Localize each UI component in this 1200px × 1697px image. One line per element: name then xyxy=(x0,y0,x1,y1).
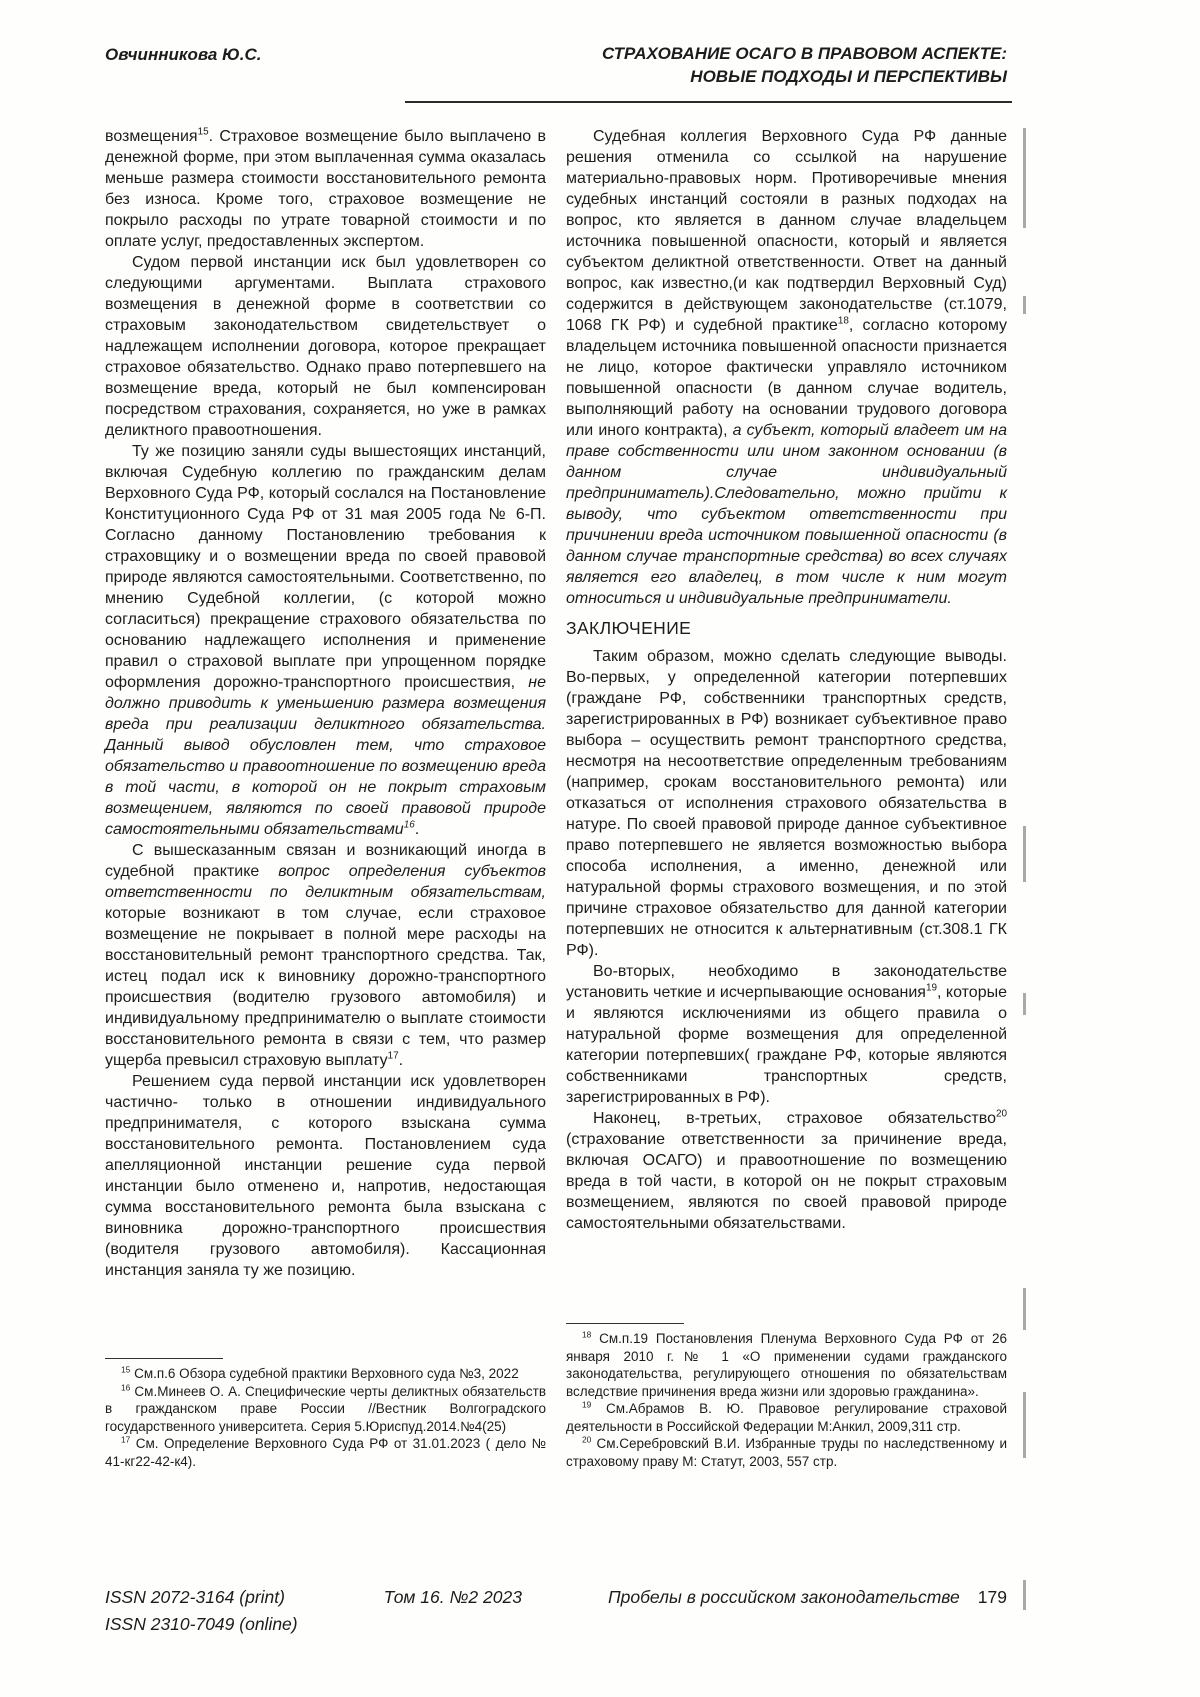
text-segment: . xyxy=(398,1052,404,1069)
page-header xyxy=(105,42,1007,88)
paragraph xyxy=(566,126,1007,609)
right-column xyxy=(566,126,1007,1470)
text-segment: . Страховое возмещение было выплачено в денежной форме, при этом выплаченная сумма оказалась меньше размера стоимости восстановительного ремонта без износа. Кроме того, страховое возмещение не покрыло расходы по утрате товарной стоимости и по оплате услуг, предоставленных экспертом. xyxy=(105,128,546,250)
footnote-ref: 20 xyxy=(582,1434,592,1445)
text-segment: См.п.19 Постановления Пленума Верховного Суда РФ от 26 января 2010 г.№ 1 «О применении судами гражданского законодательства, регулирующего отношения по обязательствам вследствие причинения вреда жизни или здоровью гражданина». xyxy=(566,1331,1007,1399)
text-segment: С вышесказанным связан и возникающий иногда в судебной практике xyxy=(105,842,546,880)
footnote-separator-rule xyxy=(105,1358,223,1359)
right-footnotes-list xyxy=(566,1330,1007,1470)
left-footnotes-list xyxy=(105,1365,546,1470)
margin-mark xyxy=(1023,993,1026,1015)
text-segment: Ту же позицию заняли суды вышестоящих инстанций, включая Судебную коллегию по гражданским делам Верховного Суда РФ, который сослался на Постановление Конституционного Суда РФ от 31 мая 2005 года № 6-П. Согласно данному Постановлению требования к страховщику и о возмещении вреда по своей правовой природе являются самостоятельными. Соответственно, по мнению Судебной коллегии, (с которой можно согласиться) прекращение страхового обязательства по основанию надлежащего исполнения и применение правил о страховой выплате при упрощенном порядке оформления дорожно-транспортного происшествия, xyxy=(105,443,546,691)
paragraph xyxy=(105,840,546,1071)
text-segment: См.п.6 Обзора судебной практики Верховного суда №3, 2022 xyxy=(130,1366,519,1381)
footnote-ref: 18 xyxy=(837,315,849,327)
text-segment: Решением суда первой инстанции иск удовлетворен частично- только в отношении индивидуального предпринимателя, с которого взыскана сумма восстановительного ремонта. Постановлением суда апелляционной инстанции решение суда первой инстанции было отменено и, напротив, недостающая сумма восстановительного ремонта была взыскана с виновника дорожно-транспортного происшествия (водителя грузового автомобиля). Кассационная инстанция заняла ту же позицию. xyxy=(105,1073,546,1279)
article-body xyxy=(105,126,1007,1470)
footnote-ref: 17 xyxy=(121,1434,131,1445)
footnote xyxy=(105,1435,546,1470)
footnote-ref: 19 xyxy=(582,1399,592,1410)
footnote-ref: 16 xyxy=(121,1382,131,1392)
author-name: Овчинникова Ю.С. xyxy=(105,45,262,64)
footnote-separator-rule xyxy=(566,1323,684,1324)
text-segment: Во-вторых, необходимо в законодательстве установить четкие и исчерпывающие основания xyxy=(566,963,1007,1001)
footnote-ref: 15 xyxy=(197,126,209,138)
footnote xyxy=(105,1383,546,1436)
footnote xyxy=(566,1435,1007,1470)
issn-print: ISSN 2072-3164 (print) xyxy=(105,1587,285,1607)
footnote-ref: 17 xyxy=(387,1050,399,1062)
paragraph xyxy=(566,646,1007,961)
text-segment: Наконец, в-третьих, страховое обязательство xyxy=(593,1110,996,1127)
text-segment: См.Серебровский В.И. Избранные труды по наследственному и страховому праву М: Статут, 2003, 557 стр. xyxy=(566,1436,1007,1469)
text-segment: вопрос определения субъектов ответственности по деликтным обязательствам, xyxy=(105,863,546,901)
footnote xyxy=(105,1365,546,1383)
right-column-text xyxy=(566,126,1007,1234)
left-column-text xyxy=(105,126,546,1281)
text-segment: , согласно которому владельцем источника повышенной опасности признается не лицо, которое фактически управляло источником повышенной опасности (в данном случае водитель, выполняющий работу на основании трудового договора или иного контракта), xyxy=(566,317,1007,439)
page-footer xyxy=(105,1584,1007,1638)
footnote xyxy=(566,1330,1007,1400)
footnote-ref: 18 xyxy=(582,1329,592,1340)
header-rule xyxy=(405,101,1012,103)
text-segment: возмещения xyxy=(105,128,198,145)
text-segment: (страхование ответственности за причинение вреда, включая ОСАГО) и правоотношение по возмещению вреда в той части, в которой он не покрыт страховым возмещением, являются по своей правовой природе самостоятельными обязательствами. xyxy=(566,1131,1007,1232)
issn-block xyxy=(105,1584,298,1638)
text-segment: , которые и являются исключениями из общего правила о натуральной форме возмещения для определенной категории потерпевших( граждане РФ, которые являются собственниками транспортных средств, зарегистрированных в РФ). xyxy=(566,984,1007,1106)
text-segment: которые возникают в том случае, если страховое возмещение не покрывает в полной мере расходы на восстановительный ремонт транспортного средства. Так, истец подал иск к виновнику дорожно-транспортного происшествия (водителю грузового автомобиля) и индивидуальному предпринимателю о выплате стоимости восстановительного ремонта в связи с тем, что размер ущерба превысил страховую выплату xyxy=(105,905,546,1069)
volume-issue: Том 16. №2 2023 xyxy=(383,1587,522,1607)
article-title-line1: СТРАХОВАНИЕ ОСАГО В ПРАВОВОМ АСПЕКТЕ: xyxy=(601,44,1007,63)
footnote xyxy=(566,1400,1007,1435)
text-segment: Судебная коллегия Верховного Суда РФ данные решения отменила со ссылкой на нарушение материально-правовых норм. Противоречивые мнения судебных инстанций состояли в разных подходах на вопрос, кто является в данном случае владельцем источника повышенной опасности, который и является субъектом деликтной ответственности. Ответ на данный вопрос, как известно,(и как подтвердил Верховный Суд) содержится в действующем законодательстве (ст.1079, 1068 ГК РФ) и судебной практике xyxy=(566,128,1007,334)
journal-name-block xyxy=(608,1584,1007,1611)
footnote-ref: 16 xyxy=(403,819,415,831)
paragraph xyxy=(566,1108,1007,1234)
left-footnotes xyxy=(105,1358,546,1470)
margin-mark xyxy=(1023,128,1026,228)
section-heading xyxy=(566,618,1007,639)
paragraph xyxy=(105,252,546,441)
footnote-ref: 20 xyxy=(995,1108,1007,1120)
paragraph xyxy=(105,1071,546,1281)
text-segment: а субъект, который владеет им на праве собственности или ином законном основании (в данном случае индивидуальный предприниматель).Следовательно, можно прийти к выводу, что субъектом ответственности при причинении вреда источником повышенной опасности (в данном случае транспортные средства) во всех случаях является его владелец, в том числе к ним могут относиться и индивидуальные предприниматели. xyxy=(566,422,1007,607)
paragraph xyxy=(105,441,546,840)
footnote-ref: 15 xyxy=(121,1364,131,1375)
page-number: 179 xyxy=(977,1587,1007,1607)
article-title xyxy=(602,42,1007,88)
margin-mark xyxy=(1023,1288,1026,1330)
margin-mark xyxy=(1023,1392,1026,1458)
issn-online: ISSN 2310-7049 (online) xyxy=(105,1614,298,1634)
left-column xyxy=(105,126,546,1470)
text-segment: См.Абрамов В. Ю. Правовое регулирование страховой деятельности в Российской Федерации М:Анкил, 2009,311 стр. xyxy=(566,1401,1007,1434)
paragraph xyxy=(105,126,546,252)
journal-name: Пробелы в российском законодательстве xyxy=(607,1587,960,1607)
paragraph xyxy=(566,961,1007,1108)
text-segment: не должно приводить к уменьшению размера возмещения вреда при реализации деликтного обязательства. Данный вывод обусловлен тем, что страховое обязательство и правоотношение по возмещению вреда в той части, в которой он не покрыт страховым возмещением, являются по своей правовой природе самостоятельными обязательствами xyxy=(105,674,546,838)
text-segment: Таким образом, можно сделать следующие выводы. Во-первых, у определенной категории потерпевших (граждане РФ, собственники транспортных средств, зарегистрированных в РФ) возникает субъективное право выбора – осуществить ремонт транспортного средства, несмотря на несоответствие определенным требованиям (например, срокам восстановительного ремонта) или отказаться от исполнения страхового обязательства в натуре. По своей правовой природе данное субъективное право потерпевшего не является возможностью выбора способа исполнения, а именно, денежной или натуральной формы страхового возмещения, и по этой причине страховое обязательство для данной категории потерпевших не относится к альтернативным (ст.308.1 ГК РФ). xyxy=(566,648,1007,959)
article-title-line2: НОВЫЕ ПОДХОДЫ И ПЕРСПЕКТИВЫ xyxy=(690,67,1007,86)
margin-mark xyxy=(1023,826,1026,882)
margin-mark xyxy=(1023,1580,1026,1610)
text-segment: Судом первой инстанции иск был удовлетворен со следующими аргументами. Выплата страхового возмещения в денежной форме в соответствии со страховым законодательством свидетельствует о надлежащем исполнении договора, которое прекращает страховое обязательство. Однако право потерпевшего на возмещение вреда, который не был компенсирован посредством страхования, сохраняется, но уже в рамках деликтного правоотношения. xyxy=(105,254,546,439)
text-segment: См. Определение Верховного Суда РФ от 31.01.2023 ( дело № 41-кг22-42-к4). xyxy=(105,1436,546,1469)
text-segment: . xyxy=(414,821,420,838)
footnote-ref: 19 xyxy=(925,982,937,994)
margin-mark xyxy=(1023,296,1026,314)
text-segment: См.Минеев О. А. Специфические черты деликтных обязательств в гражданском праве России //Вестник Волгоградского государственного университета. Серия 5.Юриспуд.2014.№4(25) xyxy=(105,1383,546,1434)
right-footnotes xyxy=(566,1323,1007,1470)
text-segment: ЗАКЛЮЧЕНИЕ xyxy=(566,618,692,638)
